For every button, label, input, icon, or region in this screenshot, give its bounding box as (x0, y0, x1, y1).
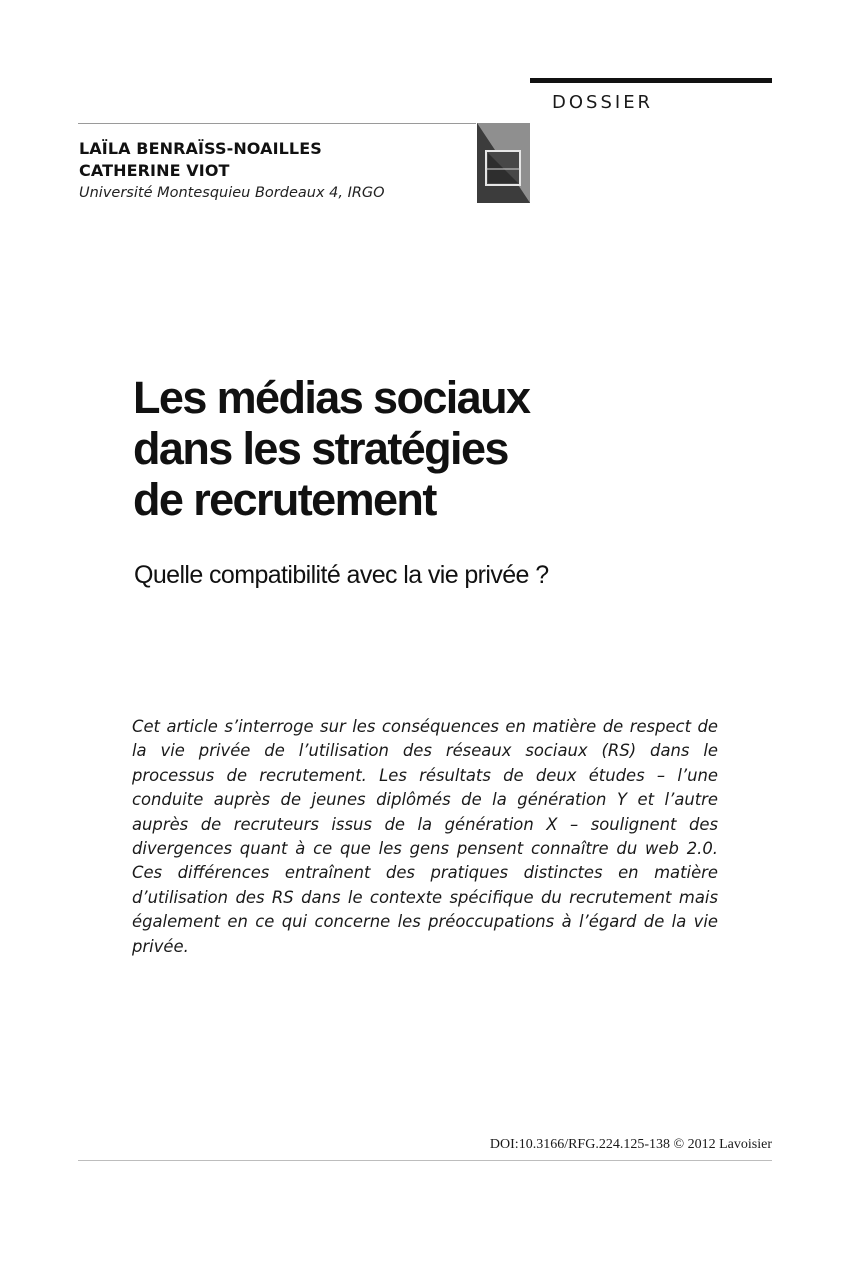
article-title-line: Les médias sociaux (133, 372, 530, 423)
author-divider (78, 123, 476, 124)
author-name: CATHERINE VIOT (79, 161, 230, 180)
article-abstract: Cet article s’interroge sur les conséquences en matière de respect de la vie privée de l’utilisation des réseaux sociaux (RS) dans le processus de recrutement. Les résultats de deux études – l’une conduite auprès de jeunes diplômés de la génération Y et l’autre auprès de recruteurs issus de la génération X – soulignent des divergences quant à ce que les gens pensent connaître du web 2.0. Ces différences entraînent des pratiques distinctes en matière d’utilisation des RS dans le contexte spécifique du recrutement mais également en ce qui concerne les préoccupations à l’égard de la vie privée. (132, 717, 718, 956)
journal-logo-icon (477, 123, 530, 203)
article-title (133, 372, 753, 525)
author-block (79, 138, 479, 204)
section-label: DOSSIER (552, 92, 654, 113)
article-subtitle: Quelle compatibilité avec la vie privée ? (134, 561, 549, 589)
doi-citation: DOI:10.3166/RFG.224.125-138 © 2012 Lavoisier (489, 1137, 772, 1152)
author-affiliation: Université Montesquieu Bordeaux 4, IRGO (79, 185, 385, 201)
footer-divider (78, 1160, 772, 1161)
article-title-line: de recrutement (133, 474, 436, 525)
author-name: LAÏLA BENRAÏSS-NOAILLES (79, 139, 322, 158)
section-header-bar (530, 78, 772, 83)
article-title-line: dans les stratégies (133, 423, 508, 474)
